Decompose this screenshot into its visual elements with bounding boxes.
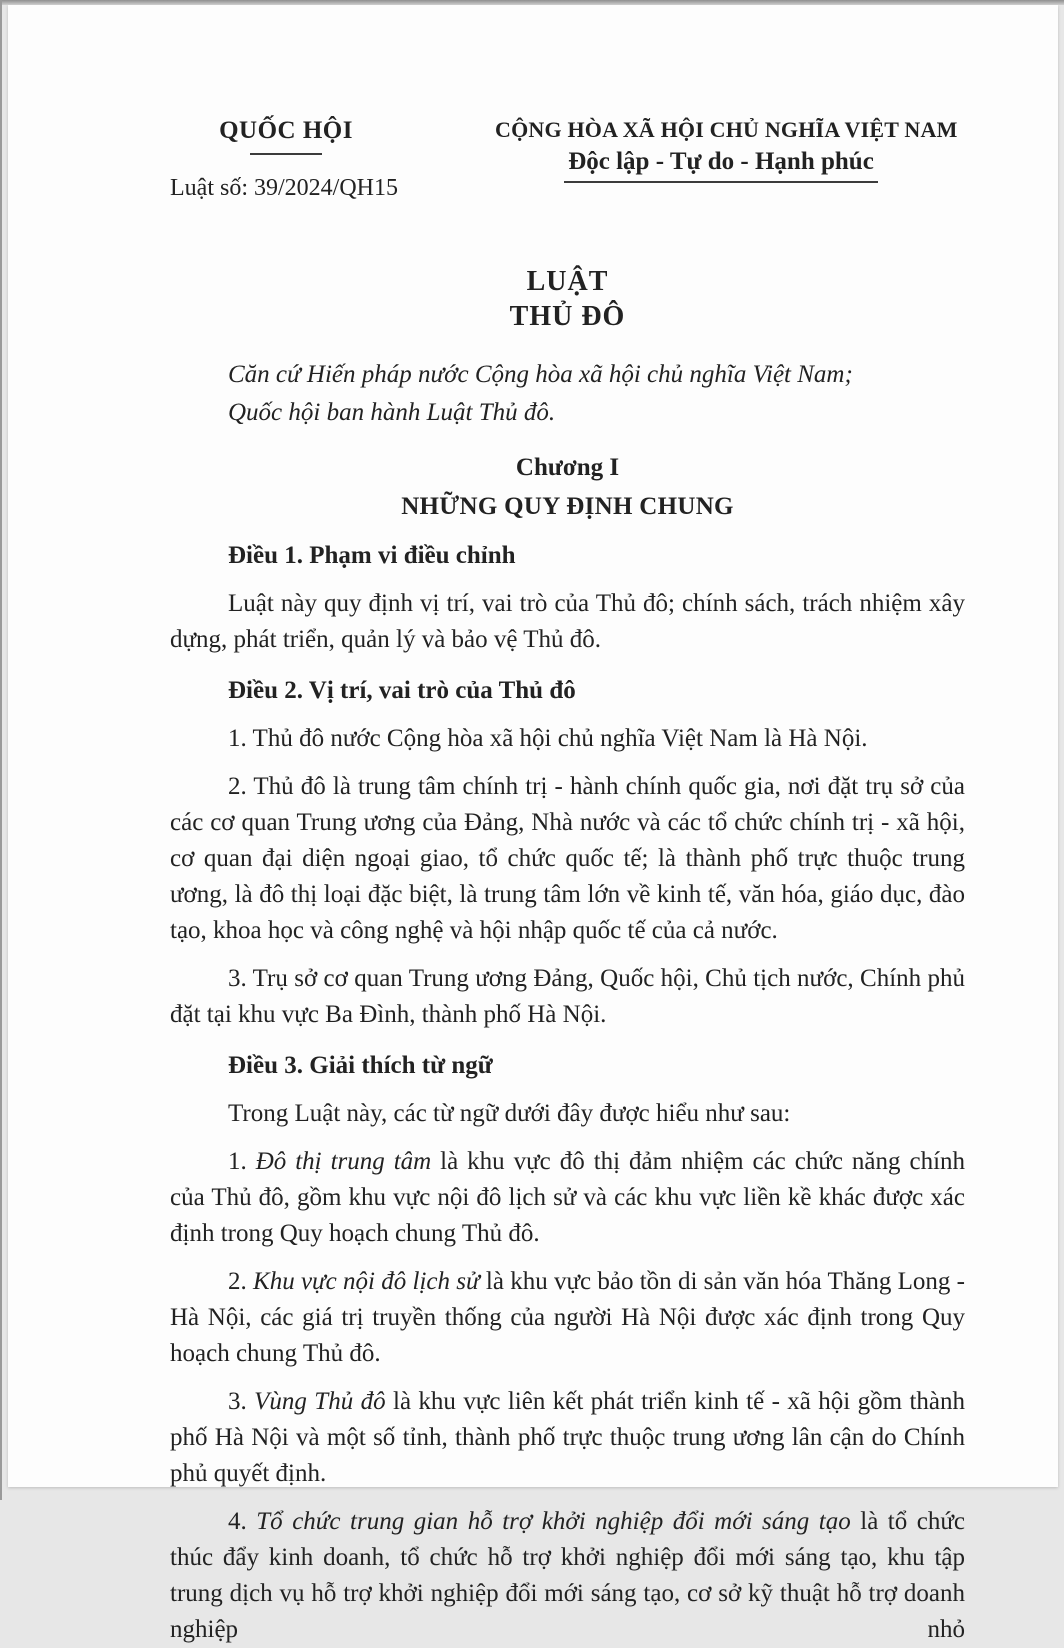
paragraph-text: 3. Trụ sở cơ quan Trung ương Đảng, Quốc hội, Chủ tịch nước, Chính phủ đặt tại khu vực Ba Đình, thành phố Hà Nội. [170,965,965,1028]
defined-term: Vùng Thủ đô [254,1388,386,1415]
header-left-block [170,117,402,202]
scan-top-edge [0,0,1064,5]
paragraph-text: là khu vực liên kết phát triển kinh tế - xã hội gồm thành phố Hà Nội và một số tỉnh, thành phố trực thuộc trung ương lân cận do Chính phủ quyết định. [170,1388,965,1487]
article-paragraph [170,1144,965,1252]
article-paragraph [170,1264,965,1372]
document-title [170,264,965,334]
document-title-line1: LUẬT [526,266,609,297]
preamble [170,356,965,432]
chapter-heading [170,452,965,523]
preamble-line: Căn cứ Hiến pháp nước Cộng hòa xã hội chủ nghĩa Việt Nam; [228,361,853,388]
paragraph-text: 1. [228,1148,256,1175]
article-paragraph [170,961,965,1033]
defined-term: Tổ chức trung gian hỗ trợ khởi nghiệp đổi mới sáng tạo [256,1508,851,1535]
paragraph-text: là tổ chức thúc đẩy kinh doanh, tổ chức hỗ trợ khởi nghiệp đổi mới sáng tạo, khu tập trung dịch vụ hỗ trợ khởi nghiệp đổi mới sáng tạo, cơ sở kỹ thuật hỗ trợ doanh nghiệp nhỏ [170,1508,966,1643]
chapter-title: NHỮNG QUY ĐỊNH CHUNG [401,493,734,520]
header-right-block [495,117,958,183]
article-heading: Điều 2. Vị trí, vai trò của Thủ đô [228,677,576,704]
document-page [8,5,1058,1643]
document-title-line2: THỦ ĐÔ [509,301,626,332]
article-paragraph [170,721,965,757]
paragraph-text: 2. Thủ đô là trung tâm chính trị - hành chính quốc gia, nơi đặt trụ sở của các cơ quan Trung ương của Đảng, Nhà nước và các tổ chức chính trị - xã hội, cơ quan đại diện ngoại giao, tổ chức quốc tế; là thành phố trực thuộc trung ương, là đô thị loại đặc biệt, là trung tâm lớn về kinh tế, văn hóa, giáo dục, đào tạo, khoa học và công nghệ và hội nhập quốc tế của cả nước. [170,773,965,944]
article-paragraph [170,1096,965,1132]
paragraph-text: 4. [228,1508,257,1535]
article-heading: Điều 1. Phạm vi điều chỉnh [228,542,516,569]
article-paragraph [170,1504,965,1648]
paragraph-text: 1. Thủ đô nước Cộng hòa xã hội chủ nghĩa Việt Nam là Hà Nội. [228,725,868,752]
paragraph-text: Trong Luật này, các từ ngữ dưới đây được hiểu như sau: [228,1100,791,1127]
article-heading: Điều 3. Giải thích từ ngữ [228,1052,493,1079]
issuing-body: QUỐC HỘI [219,117,353,144]
paragraph-text: là khu vực bảo tồn di sản văn hóa Thăng Long - Hà Nội, các giá trị truyền thống của người Hà Nội được xác định trong Quy hoạch chung Thủ đô. [170,1268,965,1367]
article-paragraph [170,586,965,658]
paragraph-text: là khu vực đô thị đảm nhiệm các chức năng chính của Thủ đô, gồm khu vực nội đô lịch sử và các khu vực liền kề khác được xác định trong Quy hoạch chung Thủ đô. [170,1148,966,1247]
defined-term: Đô thị trung tâm [255,1148,432,1175]
paragraph-text: 2. [228,1268,254,1295]
document-content [8,5,1058,1648]
document-header [170,117,965,202]
issuing-body-underline [250,153,322,155]
preamble-line: Quốc hội ban hành Luật Thủ đô. [228,399,556,426]
paragraph-text: 3. [228,1388,255,1415]
national-title: CỘNG HÒA XÃ HỘI CHỦ NGHĨA VIỆT NAM [495,117,958,142]
paragraph-text: Luật này quy định vị trí, vai trò của Thủ đô; chính sách, trách nhiệm xây dựng, phát triển, quản lý và bảo vệ Thủ đô. [170,590,965,653]
law-number: Luật số: 39/2024/QH15 [170,175,398,201]
article-paragraph [170,1384,965,1492]
national-motto: Độc lập - Tự do - Hạnh phúc [564,146,878,183]
articles [170,538,965,1648]
article-paragraph [170,769,965,949]
chapter-number: Chương I [515,454,620,481]
scan-left-edge [0,0,2,1500]
defined-term: Khu vực nội đô lịch sử [253,1268,480,1295]
